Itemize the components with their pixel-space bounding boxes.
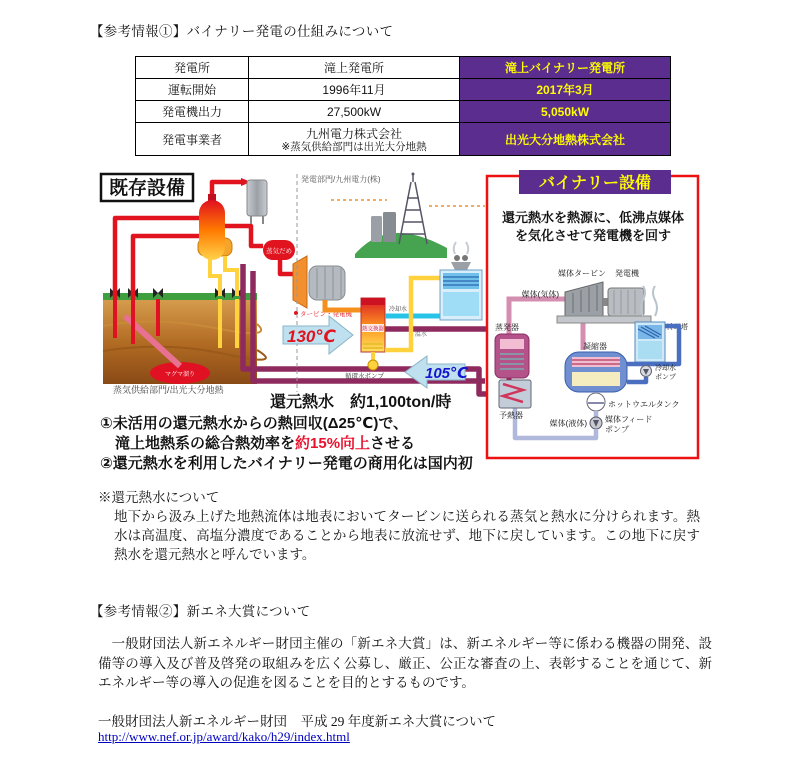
- row-label: 発電所: [136, 57, 249, 79]
- reinjection-note: [98, 488, 698, 564]
- generator-label: 発電機: [615, 269, 639, 278]
- tower-top: [412, 173, 415, 176]
- medium-liquid-label: 媒体(液体): [549, 419, 587, 428]
- condenser-label: 凝縮器: [583, 342, 607, 351]
- binary-plant-value: 滝上バイナリー発電所: [460, 57, 671, 79]
- steam-division-label: 蒸気供給部門/出光大分地熱: [113, 385, 224, 395]
- old-plant-value: 1996年11月: [249, 79, 460, 101]
- silencer: [247, 180, 267, 224]
- cooling-pump-label-1: 冷却水: [655, 365, 676, 372]
- steam-trap-label: 蒸気だめ: [266, 248, 292, 255]
- tower-basin: [638, 341, 662, 359]
- substation-building: [383, 212, 396, 242]
- generator-unit: [309, 266, 345, 300]
- row-label: 運転開始: [136, 79, 249, 101]
- highlight-15-percent: 約15%向上: [295, 435, 371, 452]
- substation-building: [371, 216, 382, 242]
- row-label: 発電事業者: [136, 123, 249, 156]
- table-row: [136, 101, 671, 123]
- binary-plant-value: 5,050kW: [460, 101, 671, 123]
- operator-name: 九州電力株式会社: [305, 127, 402, 141]
- cooling-water-label: 冷却水: [389, 307, 408, 313]
- section2-body: 一般財団法人新エネルギー財団主催の「新エネ大賞」は、新エネルギー等に係わる機器の開発、設備等の導入及び普及啓発の取組みを広く公募し、厳正、公正な審査の上、表彰することを通じて、新エネルギー等の導入の促進を図ることを目的とするものです。: [98, 636, 712, 690]
- transmission-tower: [399, 174, 427, 244]
- operator-note: ※蒸気供給部門は出光大分地熱: [281, 141, 427, 153]
- binary-title: バイナリー設備: [538, 175, 652, 192]
- fan-housing: [451, 262, 471, 270]
- point-2: ②還元熱水を利用したバイナリー発電の商用化は国内初: [100, 455, 473, 472]
- binary-plant-value: 2017年3月: [460, 79, 671, 101]
- note-title: ※還元熱水について: [98, 490, 220, 505]
- point-1-line1: ①未活用の還元熱水からの熱回収(Δ25℃)で、: [100, 415, 409, 432]
- old-plant-value: 27,500kW: [249, 101, 460, 123]
- binary-desc-line1: 還元熱水を熱源に、低沸点媒体: [501, 210, 685, 225]
- turbine-generator-label: タービン・発電機: [300, 311, 352, 318]
- circulation-pump-label: 循環水ポンプ: [345, 373, 384, 380]
- table-row: [136, 79, 671, 101]
- feed-pump-label-1: 媒体フィード: [605, 415, 653, 424]
- binary-facility-box: [487, 170, 698, 458]
- section2-title: 【参考情報②】新エネ大賞について: [90, 604, 311, 619]
- steam-turbine: [293, 256, 307, 308]
- existing-label: 既存設備: [108, 178, 186, 199]
- preheater-label: 予熱器: [499, 411, 523, 420]
- key-points: [100, 414, 473, 474]
- warm-water-pipe: [325, 300, 361, 310]
- heat-exchanger-cap: [361, 298, 385, 305]
- magma-label: マグマ溜り: [164, 372, 196, 378]
- condenser-top: [572, 357, 620, 367]
- table-row: [136, 57, 671, 79]
- section1-title: 【参考情報①】バイナリー発電の仕組みについて: [90, 24, 394, 39]
- heat-exchanger-label: 熱交換器: [361, 326, 385, 333]
- temp-out-label: 105℃: [425, 365, 469, 382]
- cooling-pump-label-2: ポンプ: [655, 374, 676, 381]
- feed-pump-label-2: ポンプ: [605, 425, 629, 434]
- flow-quantity-label: 還元熱水 約1,100ton/時: [270, 394, 452, 411]
- silencer-legs: [251, 216, 263, 224]
- shaft: [603, 298, 608, 306]
- steam-wisps: [454, 242, 469, 254]
- separator-vessel: [199, 200, 225, 260]
- cooling-tower-label: 冷却塔: [667, 324, 688, 331]
- circulation-pump: [368, 360, 378, 370]
- hotwell-label: ホットウエルタンク: [608, 400, 680, 409]
- condenser-bottom: [572, 372, 620, 386]
- evaporator-top: [500, 339, 524, 349]
- medium-turbine-label: 媒体タービン: [558, 269, 606, 278]
- old-plant-value: [249, 123, 460, 156]
- grid-scene: [355, 173, 447, 259]
- warm-water-label: 温水: [415, 332, 428, 338]
- fan-motor: [462, 255, 468, 261]
- temp-in-label: 130℃: [287, 327, 336, 346]
- evaporator-label: 蒸発器: [495, 323, 519, 332]
- heat-exchanger: [361, 298, 385, 352]
- fan-motor: [454, 255, 460, 261]
- link-caption: 一般財団法人新エネルギー財団 平成 29 年度新エネ大賞について: [98, 714, 496, 729]
- tower-basin: [443, 292, 479, 316]
- row-label: 発電機出力: [136, 101, 249, 123]
- table-row: [136, 123, 671, 156]
- point-1-line2: 滝上地熱系の総合熱効率を約15%向上させる: [115, 435, 416, 452]
- note-body: 地下から汲み上げた地熱流体は地表においてタービンに送られる蒸気と熱水に分けられます。熱水は高温度、高塩分濃度であることから地表に放流せず、地下に戻しています。この地下に戻す熱水を還元熱水と呼んでいます。: [114, 509, 700, 562]
- old-plant-value: 滝上発電所: [249, 57, 460, 79]
- power-division-label: 発電部門/九州電力(株): [301, 175, 381, 184]
- nef-award-link[interactable]: http://www.nef.or.jp/award/kako/h29/index.html: [98, 729, 350, 744]
- plant-spec-table: [135, 56, 671, 156]
- binary-plant-value: 出光大分地熱株式会社: [460, 123, 671, 156]
- medium-gas-label: 媒体(気体): [521, 290, 559, 299]
- separator-top: [208, 194, 216, 201]
- binary-desc-line2: を気化させて発電機を回す: [514, 228, 672, 243]
- silencer-body: [247, 180, 267, 216]
